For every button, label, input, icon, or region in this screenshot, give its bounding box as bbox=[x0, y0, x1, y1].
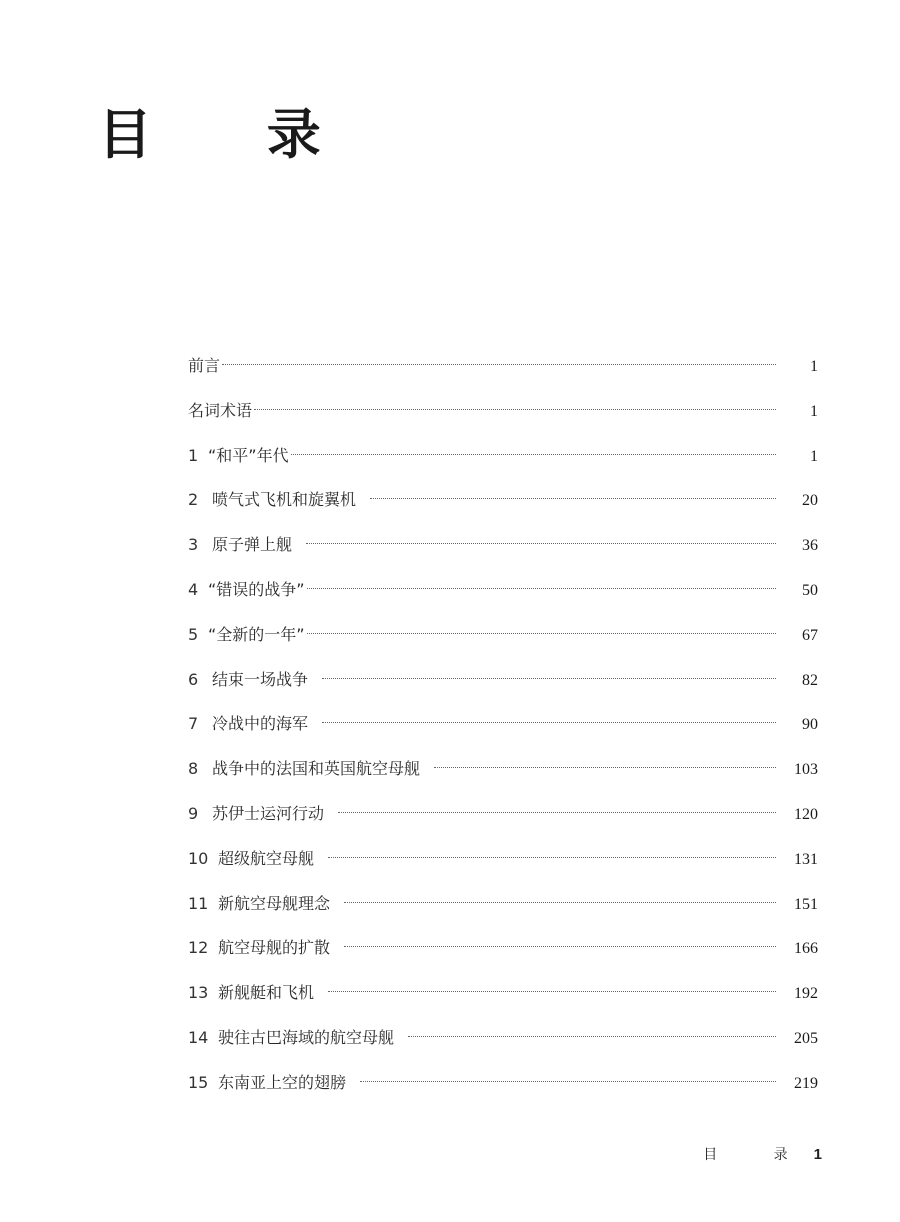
toc-entry-page: 151 bbox=[794, 895, 818, 913]
toc-entry-page: 192 bbox=[794, 985, 818, 1003]
toc-entry-page: 90 bbox=[802, 716, 818, 734]
dot-leader bbox=[344, 902, 776, 903]
page-title: 目 录 bbox=[98, 103, 369, 166]
dot-leader bbox=[344, 946, 776, 947]
dot-leader bbox=[306, 543, 776, 544]
dot-leader bbox=[434, 767, 776, 768]
toc-entry-page: 50 bbox=[802, 581, 818, 599]
toc-entry-page: 131 bbox=[794, 850, 818, 868]
toc-entry-chapter-3[interactable] bbox=[188, 531, 818, 576]
dot-leader bbox=[222, 364, 776, 365]
toc-entry-title: 前言 bbox=[188, 356, 221, 375]
toc-entry-page: 82 bbox=[802, 671, 818, 689]
toc-entry-title: “和平”年代 bbox=[208, 445, 289, 465]
toc-entry-title: “全新的一年” bbox=[208, 624, 305, 644]
toc-entry-title: 超级航空母舰 bbox=[218, 848, 315, 868]
dot-leader bbox=[328, 857, 776, 858]
page-footer bbox=[703, 1144, 822, 1164]
toc-entry-title: 苏伊士运河行动 bbox=[212, 803, 325, 823]
toc-entry-chapter-2[interactable] bbox=[188, 486, 818, 531]
toc-entry-number: 5 bbox=[188, 624, 199, 644]
toc-entry-chapter-13[interactable] bbox=[188, 979, 818, 1024]
toc-entry-number: 9 bbox=[188, 803, 199, 823]
toc-entry-title: 新航空母舰理念 bbox=[218, 893, 331, 913]
dot-leader bbox=[254, 409, 776, 410]
toc-entry-page: 67 bbox=[802, 626, 818, 644]
dot-leader bbox=[307, 633, 776, 634]
toc-entry-page: 1 bbox=[810, 358, 818, 375]
dot-leader bbox=[408, 1036, 776, 1037]
toc-entry-title: “错误的战争” bbox=[208, 579, 305, 599]
dot-leader bbox=[291, 454, 776, 455]
toc-entry-title: 名词术语 bbox=[188, 400, 253, 420]
toc-entry-page: 219 bbox=[794, 1074, 818, 1092]
toc-entry-page: 166 bbox=[794, 940, 818, 958]
toc-entry-glossary[interactable] bbox=[188, 397, 818, 442]
dot-leader bbox=[307, 588, 776, 589]
dot-leader bbox=[360, 1081, 776, 1082]
toc-entry-title: 新舰艇和飞机 bbox=[218, 983, 315, 1003]
dot-leader bbox=[328, 991, 776, 992]
toc-entry-page: 1 bbox=[810, 402, 818, 420]
toc-entry-page: 103 bbox=[794, 761, 818, 779]
table-of-contents bbox=[188, 352, 818, 1114]
toc-entry-chapter-14[interactable] bbox=[188, 1024, 818, 1069]
footer-page-number: 1 bbox=[813, 1146, 822, 1163]
toc-entry-number: 10 bbox=[188, 848, 209, 868]
toc-entry-number: 2 bbox=[188, 490, 199, 510]
toc-entry-number: 11 bbox=[188, 893, 209, 913]
toc-entry-preface[interactable] bbox=[188, 352, 818, 397]
toc-entry-chapter-4[interactable] bbox=[188, 576, 818, 621]
toc-entry-chapter-1[interactable] bbox=[188, 442, 818, 487]
toc-entry-number: 6 bbox=[188, 669, 199, 689]
toc-entry-chapter-6[interactable] bbox=[188, 666, 818, 711]
toc-entry-chapter-15[interactable] bbox=[188, 1069, 818, 1114]
toc-entry-page: 120 bbox=[794, 805, 818, 823]
toc-entry-number: 1 bbox=[188, 445, 199, 465]
toc-entry-number: 12 bbox=[188, 938, 209, 958]
toc-entry-chapter-12[interactable] bbox=[188, 934, 818, 979]
toc-entry-title: 原子弹上舰 bbox=[212, 535, 293, 555]
toc-entry-title: 驶往古巴海域的航空母舰 bbox=[218, 1027, 395, 1047]
toc-entry-number: 14 bbox=[188, 1027, 209, 1047]
toc-entry-chapter-5[interactable] bbox=[188, 621, 818, 666]
toc-entry-page: 205 bbox=[794, 1029, 818, 1047]
toc-entry-number: 8 bbox=[188, 759, 199, 779]
toc-entry-number: 7 bbox=[188, 714, 199, 734]
toc-entry-chapter-11[interactable] bbox=[188, 890, 818, 935]
toc-entry-title: 战争中的法国和英国航空母舰 bbox=[212, 759, 421, 779]
dot-leader bbox=[322, 722, 776, 723]
dot-leader bbox=[322, 678, 776, 679]
toc-entry-title: 结束一场战争 bbox=[212, 669, 309, 689]
toc-entry-chapter-8[interactable] bbox=[188, 755, 818, 800]
footer-section-label: 目 录 bbox=[703, 1147, 814, 1163]
toc-entry-number: 13 bbox=[188, 983, 209, 1003]
toc-entry-chapter-7[interactable] bbox=[188, 710, 818, 755]
toc-entry-page: 36 bbox=[802, 537, 818, 555]
toc-entry-page: 20 bbox=[802, 492, 818, 510]
toc-entry-number: 15 bbox=[188, 1072, 209, 1092]
toc-entry-chapter-10[interactable] bbox=[188, 845, 818, 890]
dot-leader bbox=[338, 812, 776, 813]
toc-entry-number: 3 bbox=[188, 535, 199, 555]
toc-entry-title: 喷气式飞机和旋翼机 bbox=[212, 490, 357, 510]
toc-entry-title: 航空母舰的扩散 bbox=[218, 938, 331, 958]
toc-entry-title: 冷战中的海军 bbox=[212, 714, 309, 734]
toc-entry-number: 4 bbox=[188, 579, 199, 599]
dot-leader bbox=[370, 498, 776, 499]
toc-entry-chapter-9[interactable] bbox=[188, 800, 818, 845]
toc-entry-title: 东南亚上空的翅膀 bbox=[218, 1072, 347, 1092]
toc-entry-page: 1 bbox=[810, 447, 818, 465]
